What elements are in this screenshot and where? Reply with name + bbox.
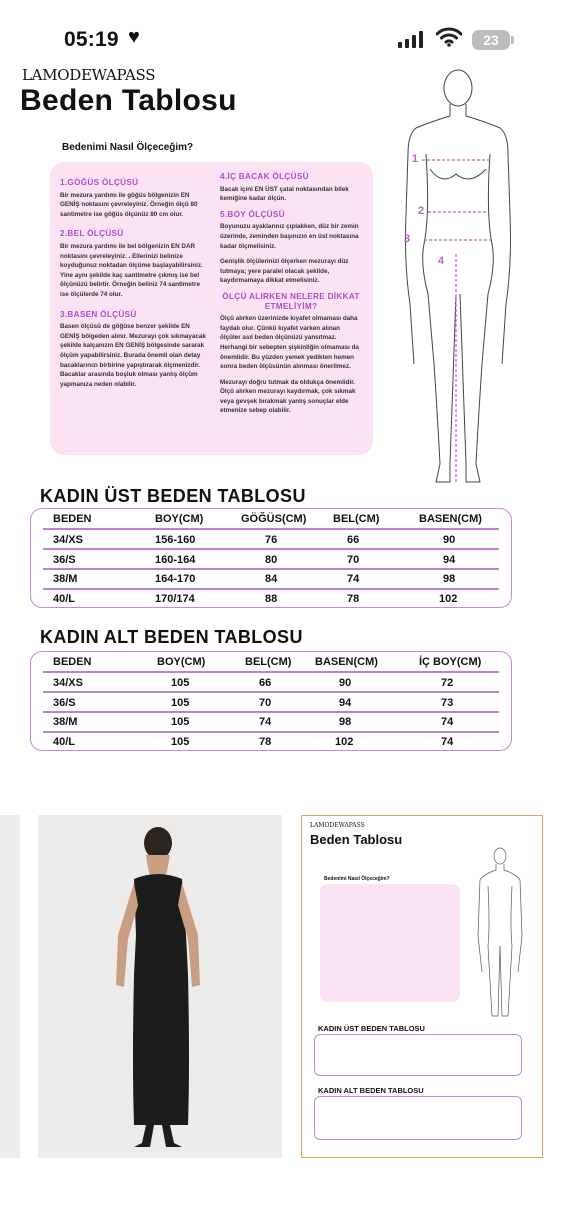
table-cell: 36/S xyxy=(53,697,76,709)
waist-title: 2.BEL ÖLÇÜSÜ xyxy=(60,229,124,239)
status-time: 05:19 xyxy=(64,28,119,51)
thumb-title: Beden Tablosu xyxy=(310,832,403,847)
table-cell: 94 xyxy=(339,697,352,709)
header-cell: İÇ BOY(CM) xyxy=(419,656,482,668)
table-cell: 105 xyxy=(171,677,190,689)
upper-size-table xyxy=(30,508,512,608)
table-cell: 80 xyxy=(265,554,278,566)
battery-icon: 23 xyxy=(472,30,510,50)
table-cell: 90 xyxy=(339,677,352,689)
waist-text: Bir mezura yardımı ile bel bölgenizin EN DAR noktasını çevreleyiniz. . Ellerinizi belinize koyduğunuz noktadan ölçüme başlayabilirsiniz. Yine aynı şekilde kaç santimetre çıkmış ise bel ölçünüzü belirtir. Örneğin beliniz 74 santimetre ise ölçülerde 74 olur. xyxy=(60,242,203,298)
table-cell: 74 xyxy=(441,716,454,728)
table-row xyxy=(31,530,511,550)
header-cell: BEDEN xyxy=(53,656,92,668)
upper-table-title: KADIN ÜST BEDEN TABLOSU xyxy=(40,486,306,506)
table-cell: 34/XS xyxy=(53,677,83,689)
battery-tip xyxy=(511,36,514,44)
header-cell: BEDEN xyxy=(53,513,92,525)
inseam-title: 4.İÇ BACAK ÖLÇÜSÜ xyxy=(220,172,309,181)
table-cell: 164-170 xyxy=(155,573,196,585)
table-row xyxy=(31,569,511,589)
figure-marker-4: 4 xyxy=(438,255,445,267)
table-cell: 74 xyxy=(259,716,272,728)
table-cell: 88 xyxy=(265,593,278,605)
height-text-1: Boyunuzu ayaklarınız çıplakken, düz bir zemin üzerinde, zeminden başınızın en üst noktasına kadar ölçmelisiniz. xyxy=(220,223,359,250)
header-cell: BEL(CM) xyxy=(245,656,292,668)
table-row xyxy=(31,550,511,570)
note-text-2: Mezurayı doğru tutmak da oldukça önemlidir. Ölçü alırken mezurayı kaydırmak, çok sıkmak veya gevşek bırakmak yanlış sonuçlar elde etmenize sebep olabilir. xyxy=(220,378,356,415)
table-cell: 78 xyxy=(347,593,360,605)
table-cell: 72 xyxy=(441,677,454,689)
table-cell: 76 xyxy=(265,534,278,546)
table-cell: 38/M xyxy=(53,716,78,728)
table-cell: 66 xyxy=(259,677,272,689)
lower-table-title: KADIN ALT BEDEN TABLOSU xyxy=(40,627,303,647)
gallery-thumbnail-size-chart[interactable] xyxy=(301,815,543,1158)
gallery-photo-dress[interactable] xyxy=(38,815,282,1158)
table-cell: 102 xyxy=(439,593,458,605)
thumb-lower-title: KADIN ALT BEDEN TABLOSU xyxy=(318,1086,424,1095)
table-cell: 70 xyxy=(259,697,272,709)
table-header xyxy=(31,509,511,529)
body-outline-icon xyxy=(390,64,550,494)
table-cell: 160-164 xyxy=(155,554,196,566)
thumb-lower-table xyxy=(314,1096,522,1140)
guide-right-column xyxy=(220,172,362,422)
thumb-figure-icon xyxy=(472,846,532,1026)
model-in-dress-image xyxy=(38,815,282,1158)
table-cell: 105 xyxy=(171,697,190,709)
thumb-brand: LAMODEWAPASS xyxy=(310,822,365,829)
gallery-photo-previous[interactable] xyxy=(0,815,20,1158)
thumb-upper-title: KADIN ÜST BEDEN TABLOSU xyxy=(318,1024,425,1033)
table-cell: 66 xyxy=(347,534,360,546)
table-cell: 36/S xyxy=(53,554,76,566)
table-cell: 84 xyxy=(265,573,278,585)
table-cell: 40/L xyxy=(53,736,76,748)
table-cell: 74 xyxy=(347,573,360,585)
table-cell: 94 xyxy=(443,554,456,566)
header-cell: BOY(CM) xyxy=(157,656,206,668)
brand-logo: LAMODEWAPASS xyxy=(22,66,156,84)
height-title: 5.BOY ÖLÇÜSÜ xyxy=(220,209,285,219)
note-text-1: Ölçü alırken üzerinizde kıyafet olmaması daha faydalı olur. Çünkü kıyafet varken alınan ölçüler asıl beden ölçünüzü yansıtmaz. Herhangi bir sebepten şişkinliğin olmaması da önemlidir. Bu yüzden yemek yedikten hemen sonra beden ölçüsünün alınması önerilmez. xyxy=(220,315,359,371)
bottom-area xyxy=(0,1160,562,1221)
table-cell: 105 xyxy=(171,716,190,728)
table-header xyxy=(31,652,511,672)
bust-title: 1.GÖĞÜS ÖLÇÜSÜ xyxy=(60,178,139,187)
howto-heading: Bedenimi Nasıl Ölçeceğim? xyxy=(62,142,194,153)
table-cell: 78 xyxy=(259,736,272,748)
header-cell: BOY(CM) xyxy=(155,513,204,525)
header-cell: GÖĞÜS(CM) xyxy=(241,513,307,525)
figure-marker-3: 3 xyxy=(404,233,411,245)
lower-size-table xyxy=(30,651,512,751)
table-cell: 73 xyxy=(441,697,454,709)
guide-left-column xyxy=(60,178,210,395)
table-row xyxy=(31,712,511,732)
table-cell: 105 xyxy=(171,736,190,748)
table-cell: 74 xyxy=(441,736,454,748)
header-cell: BASEN(CM) xyxy=(419,513,482,525)
note-title: ÖLÇÜ ALIRKEN NELERE DİKKAT ETMELİYİM? xyxy=(222,291,360,311)
thumb-howto: Bedenimi Nasıl Ölçeceğim? xyxy=(324,876,390,882)
signal-icon xyxy=(398,30,423,48)
thumb-guide-box xyxy=(320,884,460,1002)
header-cell: BASEN(CM) xyxy=(315,656,378,668)
heart-icon: ♥ xyxy=(128,26,140,48)
wifi-icon xyxy=(436,27,462,52)
table-row xyxy=(31,693,511,713)
status-bar xyxy=(0,0,562,72)
figure-marker-2: 2 xyxy=(418,205,425,217)
table-cell: 98 xyxy=(443,573,456,585)
table-row xyxy=(31,589,511,609)
body-figure xyxy=(390,64,550,494)
table-cell: 98 xyxy=(339,716,352,728)
bust-text: Bir mezura yardımı ile göğüs bölgenizin EN GENİŞ noktasını çevreleyiniz. Örneğin ölçü 80 santimetre ise göğüs ölçünüz 80 cm olur. xyxy=(60,191,198,218)
hip-title: 3.BASEN ÖLÇÜSÜ xyxy=(60,309,137,319)
table-row xyxy=(31,732,511,752)
table-cell: 156-160 xyxy=(155,534,196,546)
height-text-2: Genişlik ölçülerinizi ölçerken mezurayı düz tutmaya; yere paralel olacak şekilde, kaydırmamaya dikkat etmelisiniz. xyxy=(220,258,349,285)
table-cell: 40/L xyxy=(53,593,76,605)
table-row xyxy=(31,673,511,693)
header-cell: BEL(CM) xyxy=(333,513,380,525)
table-cell: 90 xyxy=(443,534,456,546)
measurement-guide xyxy=(50,162,373,455)
hip-text: Basen ölçüsü de göğüse benzer şekilde EN GENİŞ bölgeden alınır. Mezurayı çok sıkmayacak şekilde kalçanızın EN GENİŞ bölgesinde sararak ölçüm yapabilirsiniz. Burada önemli olan detay bacaklarınızı birbirine yapıştırarak ölçmenizdir. Bacaklar arasında boşluk olması yanlış ölçüm yapmanıza neden olabilir. xyxy=(60,323,206,388)
thumb-upper-table xyxy=(314,1034,522,1076)
table-cell: 38/M xyxy=(53,573,78,585)
page-title: Beden Tablosu xyxy=(20,84,237,117)
table-cell: 70 xyxy=(347,554,360,566)
table-cell: 170/174 xyxy=(155,593,195,605)
table-cell: 34/XS xyxy=(53,534,83,546)
inseam-text: Bacak içini EN ÜST çatal noktasından bilek kemiğine kadar ölçün. xyxy=(220,185,349,203)
figure-marker-1: 1 xyxy=(412,153,419,165)
table-cell: 102 xyxy=(335,736,354,748)
